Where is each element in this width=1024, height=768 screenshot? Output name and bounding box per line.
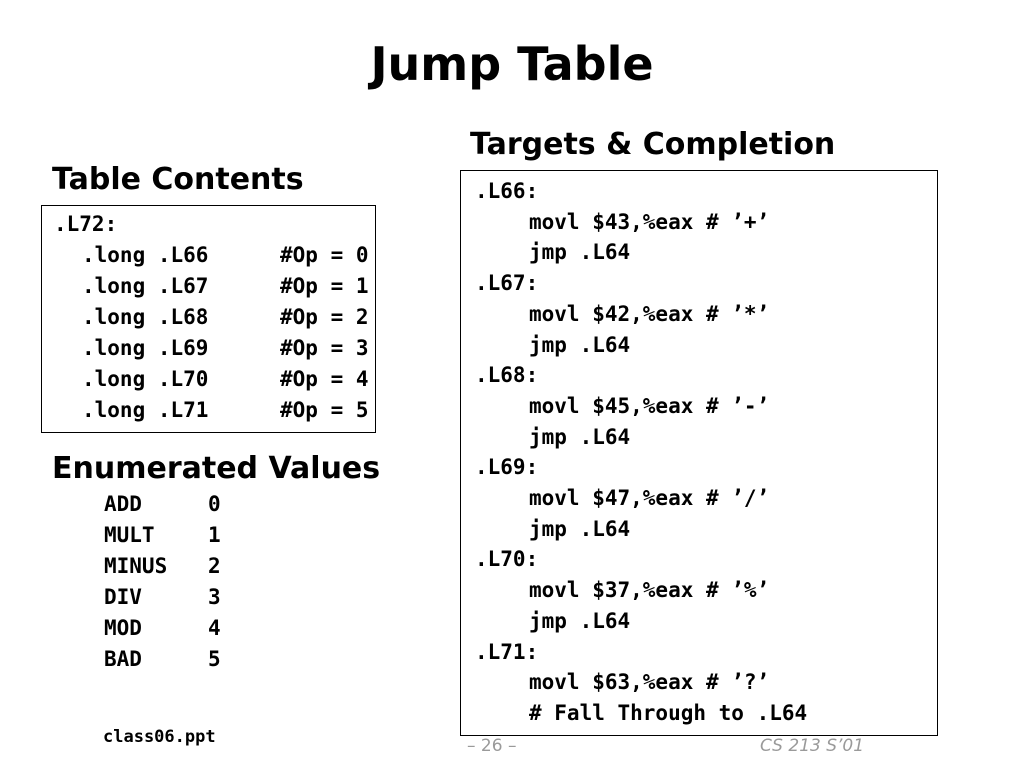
table-entry bbox=[82, 333, 369, 364]
enum-value: 0 bbox=[208, 492, 221, 516]
code-instruction: movl $63,%eax # ’?’ bbox=[529, 670, 770, 695]
code-label: .L69: bbox=[475, 455, 539, 480]
table-entry bbox=[82, 364, 369, 395]
enum-row bbox=[104, 613, 221, 644]
table-contents-heading: Table Contents bbox=[52, 162, 304, 197]
table-entry-directive: .long .L69 bbox=[82, 336, 209, 360]
table-entry-directive: .long .L70 bbox=[82, 367, 209, 391]
enum-row bbox=[104, 489, 221, 520]
code-instruction: movl $37,%eax # ’%’ bbox=[529, 578, 770, 603]
slide-title: Jump Table bbox=[370, 37, 654, 91]
table-entry-comment: #Op = 1 bbox=[280, 274, 369, 298]
enum-row bbox=[104, 644, 221, 675]
code-instruction: movl $45,%eax # ’-’ bbox=[529, 393, 770, 418]
enum-value: 3 bbox=[208, 585, 221, 609]
code-instruction: movl $47,%eax # ’/’ bbox=[529, 486, 770, 510]
table-entry-directive: .long .L67 bbox=[82, 274, 209, 298]
enum-row bbox=[104, 582, 221, 613]
code-label: .L68: bbox=[475, 363, 539, 388]
enum-value: 2 bbox=[208, 554, 221, 578]
table-entry-comment: #Op = 2 bbox=[280, 305, 369, 329]
enumerated-values-heading: Enumerated Values bbox=[52, 451, 381, 486]
enum-row bbox=[104, 520, 221, 551]
table-entry bbox=[82, 240, 369, 271]
table-entry-comment: #Op = 5 bbox=[280, 398, 369, 422]
enum-name: ADD bbox=[104, 492, 142, 516]
enum-name: BAD bbox=[104, 647, 142, 671]
enum-row bbox=[104, 551, 221, 582]
table-entry-directive: .long .L71 bbox=[82, 398, 209, 422]
table-entry-comment: #Op = 3 bbox=[280, 336, 369, 360]
enum-name: MULT bbox=[104, 523, 155, 547]
table-entry-directive: .long .L66 bbox=[82, 243, 209, 267]
code-label: .L70: bbox=[475, 547, 539, 572]
table-entry bbox=[82, 395, 369, 426]
enum-name: MOD bbox=[104, 616, 142, 640]
table-entry bbox=[82, 302, 369, 333]
code-instruction: # Fall Through to .L64 bbox=[529, 700, 808, 725]
table-entry-comment: #Op = 4 bbox=[280, 367, 369, 391]
code-label: .L71: bbox=[475, 639, 539, 664]
code-instruction: jmp .L64 bbox=[529, 608, 631, 633]
code-instruction: jmp .L64 bbox=[529, 424, 631, 449]
targets-completion-heading: Targets & Completion bbox=[470, 127, 836, 162]
code-instruction: movl $43,%eax # ’+’ bbox=[529, 209, 770, 234]
code-instruction: jmp .L64 bbox=[529, 516, 631, 541]
enum-value: 1 bbox=[208, 523, 221, 547]
footer-page-number: – 26 – bbox=[467, 736, 517, 756]
footer-filename: class06.ppt bbox=[103, 727, 216, 747]
table-entry bbox=[82, 271, 369, 302]
table-entry-comment: #Op = 0 bbox=[280, 243, 369, 267]
enum-name: DIV bbox=[104, 585, 142, 609]
code-label: .L66: bbox=[475, 179, 539, 203]
code-instruction: jmp .L64 bbox=[529, 332, 631, 357]
table-entry-directive: .long .L68 bbox=[82, 305, 209, 329]
enum-value: 5 bbox=[208, 647, 221, 671]
targets-code-box bbox=[460, 170, 938, 736]
table-label: .L72: bbox=[54, 212, 118, 236]
code-instruction: jmp .L64 bbox=[529, 240, 631, 265]
code-label: .L67: bbox=[475, 271, 539, 296]
code-instruction: movl $42,%eax # ’*’ bbox=[529, 301, 770, 326]
enum-value: 4 bbox=[208, 616, 221, 640]
table-contents-box bbox=[41, 205, 376, 433]
enum-name: MINUS bbox=[104, 554, 168, 578]
footer-course: CS 213 S’01 bbox=[760, 736, 865, 756]
